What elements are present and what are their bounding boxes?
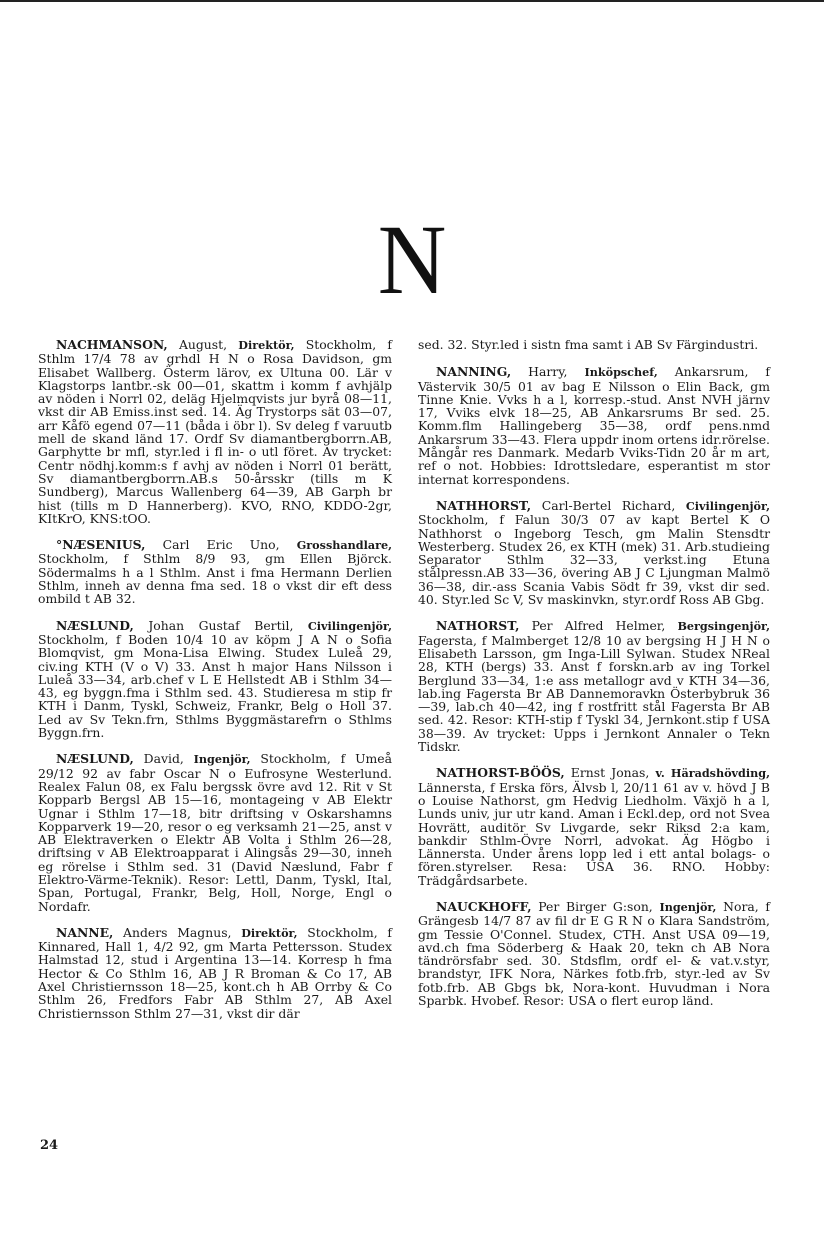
entry-text: sed. 32. Styr.led i sistn fma samt i AB Sv Färgindustri. bbox=[418, 337, 759, 352]
entry-text: Stockholm, f Boden 10/4 10 av köpm J A N o Sofia Blomqvist, gm Mona-Lisa Elwing. Studex Luleå 29, civ.ing KTH (V o V) 33. Anst h major Hans Nilsson i Luleå 33—34, arb.chef v L E Hellstedt AB i Sthlm 34—43, eg byggn.fma i Sthlm sed. 43. Studieresa m stip fr KTH i Danm, Tyskl, Schweiz, Frankr, Belg o Holl 37. Led av Sv Tekn.frn, Sthlms Byggmästarefrn o Sthlms Byggn.frn. bbox=[38, 631, 392, 741]
entry-surname: NANNING, bbox=[436, 364, 512, 380]
entry-text: Stockholm, f Sthlm 17/4 78 av grhdl H N o Rosa Davidson, gm Elisabet Wallberg. Österm lärov, ex Ultuna 00. Lär v Klagstorps lantbr.-sk 00—01, skattm i komm f avhjälp av nöden i Norrl 02, deläg Hjelmqvists jur byrå 08—11, vkst dir AB Emiss.inst sed. 14. Äg Trystorps sät 03—07, arr Kåfö egend 07—11 (båda i öbr l). Sv deleg f varuutb mell de skand länd 17. Ordf Sv diamantbergborrn.AB, Garphytte br mfl, styr.led i fl in- o utl föret. Av trycket: Centr nödhj.komm:s f avhj av nöden i Norrl 01 berätt, Sv diamantbergborrn.AB.s 50-årsskr (tills m K Sundberg), Marcus Wallenberg 64—39, AB Garph br hist (tills m D Hannerberg). KVO, RNO, KDDO-2gr, KItKrO, KNS:tOO. bbox=[38, 337, 392, 526]
entry-text: Stockholm, f Kinnared, Hall 1, 4/2 92, gm Marta Pettersson. Studex Halmstad 12, stud i Argentina 13—14. Korresp h fma Hector & Co Sthlm 16, AB J R Broman & Co 17, AB Axel Christiernsson 18—25, kont.ch h AB Orrby & Co Sthlm 26, Fredfors Fabr AB Sthlm 27, AB Axel Christiernsson Sthlm 27—31, vkst dir där bbox=[38, 924, 392, 1021]
entry-title: Bergsingenjör, bbox=[677, 619, 770, 634]
entry-surname: °NÆSENIUS, bbox=[56, 537, 146, 553]
entry-given-names: August, bbox=[167, 337, 239, 352]
entry bbox=[418, 900, 770, 1007]
entry-title: Grosshandlare, bbox=[296, 538, 392, 553]
entry-title: Ingenjör, bbox=[659, 899, 717, 914]
entry-title: Inköpschef, bbox=[584, 365, 658, 380]
entry-given-names: Per Alfred Helmer, bbox=[519, 618, 678, 634]
entry-given-names: David, bbox=[133, 751, 194, 767]
entry-title: Ingenjör, bbox=[193, 752, 251, 767]
entry-given-names: Carl Eric Uno, bbox=[145, 537, 297, 553]
entry bbox=[38, 338, 392, 525]
entry-text: Stockholm, f Falun 30/3 07 av kapt Bertel K O Nathhorst o Ingeborg Tesch, gm Malin Stensdtr Westerberg. Studex 26, ex KTH (mek) 31. Arb.studieing Separator Sthlm 32—33, verkst.ing Etuna stålpressn.AB 33—36, övering AB J C Ljungman Malmö 36—38, dir.-ass Scania Vabis Södt fr 39, vkst dir sed. 40. Styr.led Sc V, Sv maskinvkn, styr.ordf Ross AB Gbg. bbox=[418, 512, 770, 608]
entry-surname: NÆSLUND, bbox=[56, 751, 134, 767]
entry bbox=[418, 499, 770, 606]
entry-title: v. Häradshövding, bbox=[655, 766, 770, 781]
entry-surname: NATHHORST, bbox=[436, 497, 532, 513]
entry bbox=[38, 752, 392, 913]
entry-surname: NÆSLUND, bbox=[56, 617, 134, 633]
entry-title: Direktör, bbox=[241, 925, 298, 940]
entry-given-names: Per Birger G:son, bbox=[531, 898, 660, 914]
entry bbox=[418, 365, 770, 486]
entry-given-names: Ernst Jonas, bbox=[564, 765, 656, 781]
entry bbox=[38, 538, 392, 605]
entry-given-names: Anders Magnus, bbox=[113, 924, 242, 940]
entry-surname: NATHORST, bbox=[436, 618, 520, 634]
entry-title: Direktör, bbox=[238, 338, 295, 352]
entry-surname: NAUCKHOFF, bbox=[436, 898, 532, 914]
entry bbox=[418, 766, 770, 887]
entry bbox=[418, 619, 770, 753]
entry-text: Nora, f Grängesb 14/7 87 av fil dr E G R N o Klara Sandström, gm Tessie O'Connel. Studex, CTH. Anst USA 09—19, avd.ch fma Söderberg & Haak 20, tekn ch AB Nora tändrörsfabr sed. 30. Stdsflm, ordf el- & vat.v.styr, brandstyr, IFK Nora, Närkes fotb.frb, styr.-led av Sv fotb.frb. AB Gbgs bk, Nora-kont. Huvudman i Nora Sparbk. Hvobef. Resor: USA o flert europ länd. bbox=[418, 898, 771, 1009]
page-top-edge bbox=[0, 0, 824, 2]
entry-surname: NACHMANSON, bbox=[56, 337, 168, 352]
entry-given-names: Johan Gustaf Bertil, bbox=[133, 617, 308, 633]
entry bbox=[38, 926, 392, 1020]
entry-surname: NANNE, bbox=[56, 924, 114, 940]
entry-text: Stockholm, f Sthlm 8/9 93, gm Ellen Björck. Södermalms h a l Sthlm. Anst i fma Hermann Derlien Sthlm, inneh av denna fma sed. 18 o vkst dir eft dess ombild t AB 32. bbox=[38, 551, 392, 607]
right-column bbox=[418, 338, 770, 1020]
entry-text: Ankarsrum, f Västervik 30/5 01 av bag E Nilsson o Elin Back, gm Tinne Knie. Vvks h a l, korresp.-stud. Anst NVH järnv 17, Vviks elvk 18—25, AB Ankarsrums Br sed. 25. Komm.flm Hallingeberg 35—38, ordf pens.nmd Ankarsrum 33—43. Flera uppdr inom ortens idr.rörelse. Mångår res Danmark. Medarb Vviks-Tidn 20 år m art, ref o not. Hobbies: Idrottsledare, esperantist m stor internat korrespondens. bbox=[418, 364, 770, 487]
entry-title: Civilingenjör, bbox=[307, 618, 392, 633]
entry-text: Lännersta, f Erska förs, Älvsb l, 20/11 61 av v. hövd J B o Louise Nathorst, gm Hedvig Liedholm. Växjö h a l, Lunds univ, jur utr kand. Aman i Eckl.dep, ord not Svea Hovrätt, auditör Sv Livgarde, sekr Riksd 2:a kam, bankdir Sthlm-Övre Norrl, advokat. Äg Högbo i Lännersta. Under årens lopp led i ett antal bolags- o fören.styrelser. Resa: USA 36. RNO. Hobby: Trädgårdsarbete. bbox=[418, 779, 770, 888]
entry-surname: NATHORST-BÖÖS, bbox=[436, 765, 565, 781]
entry-text: Fagersta, f Malmberget 12/8 10 av bergsing H J H N o Elisabeth Larsson, gm Inga-Lill Sylwan. Studex NReal 28, KTH (bergs) 33. Anst f forskn.arb av ing Torkel Berglund 33—34, 1:e ass metallogr avd v KTH 34—36, lab.ing Fagersta Br AB Dannemoravkn Österbybruk 36—39, lab.ch 40—42, ing f rostfritt stål Fagersta Br AB sed. 42. Resor: KTH-stip f Tyskl 34, Jernkont.stip f USA 38—39. Av trycket: Upps i Jernkont Annaler o Tekn Tidskr. bbox=[418, 632, 770, 755]
entry-given-names: Harry, bbox=[511, 364, 585, 380]
entry-given-names: Carl-Bertel Richard, bbox=[531, 497, 686, 513]
section-letter: N bbox=[377, 204, 447, 315]
entry-text: Stockholm, f Umeå 29/12 92 av fabr Oscar N o Eufrosyne Westerlund. Realex Falun 08, ex Falu bergssk övre avd 12. Rit v St Kopparb Bergsl AB 15—16, montageing v AB Elektr Ugnar i Sthlm 17—18, bitr driftsing v Oskarshamns Kopparverk 19—20, resor o eg verksamh 21—25, anst v AB Elektraverken o Elektr AB Volta i Sthlm 26—28, driftsing v AB Elektroapparat i Alingsås 29—30, inneh eg rörelse i Sthlm sed. 31 (David Næslund, Fabr f Elektro-Värme-Teknik). Resor: Lettl, Danm, Tyskl, Ital, Span, Portugal, Frankr, Belg, Holl, Norge, Engl o Nordafr. bbox=[38, 751, 392, 914]
page-number: 24 bbox=[40, 1138, 59, 1153]
left-column bbox=[38, 338, 392, 1033]
entry bbox=[38, 619, 392, 740]
entry-title: Civilingenjör, bbox=[685, 498, 770, 513]
entry-continuation bbox=[418, 338, 770, 352]
